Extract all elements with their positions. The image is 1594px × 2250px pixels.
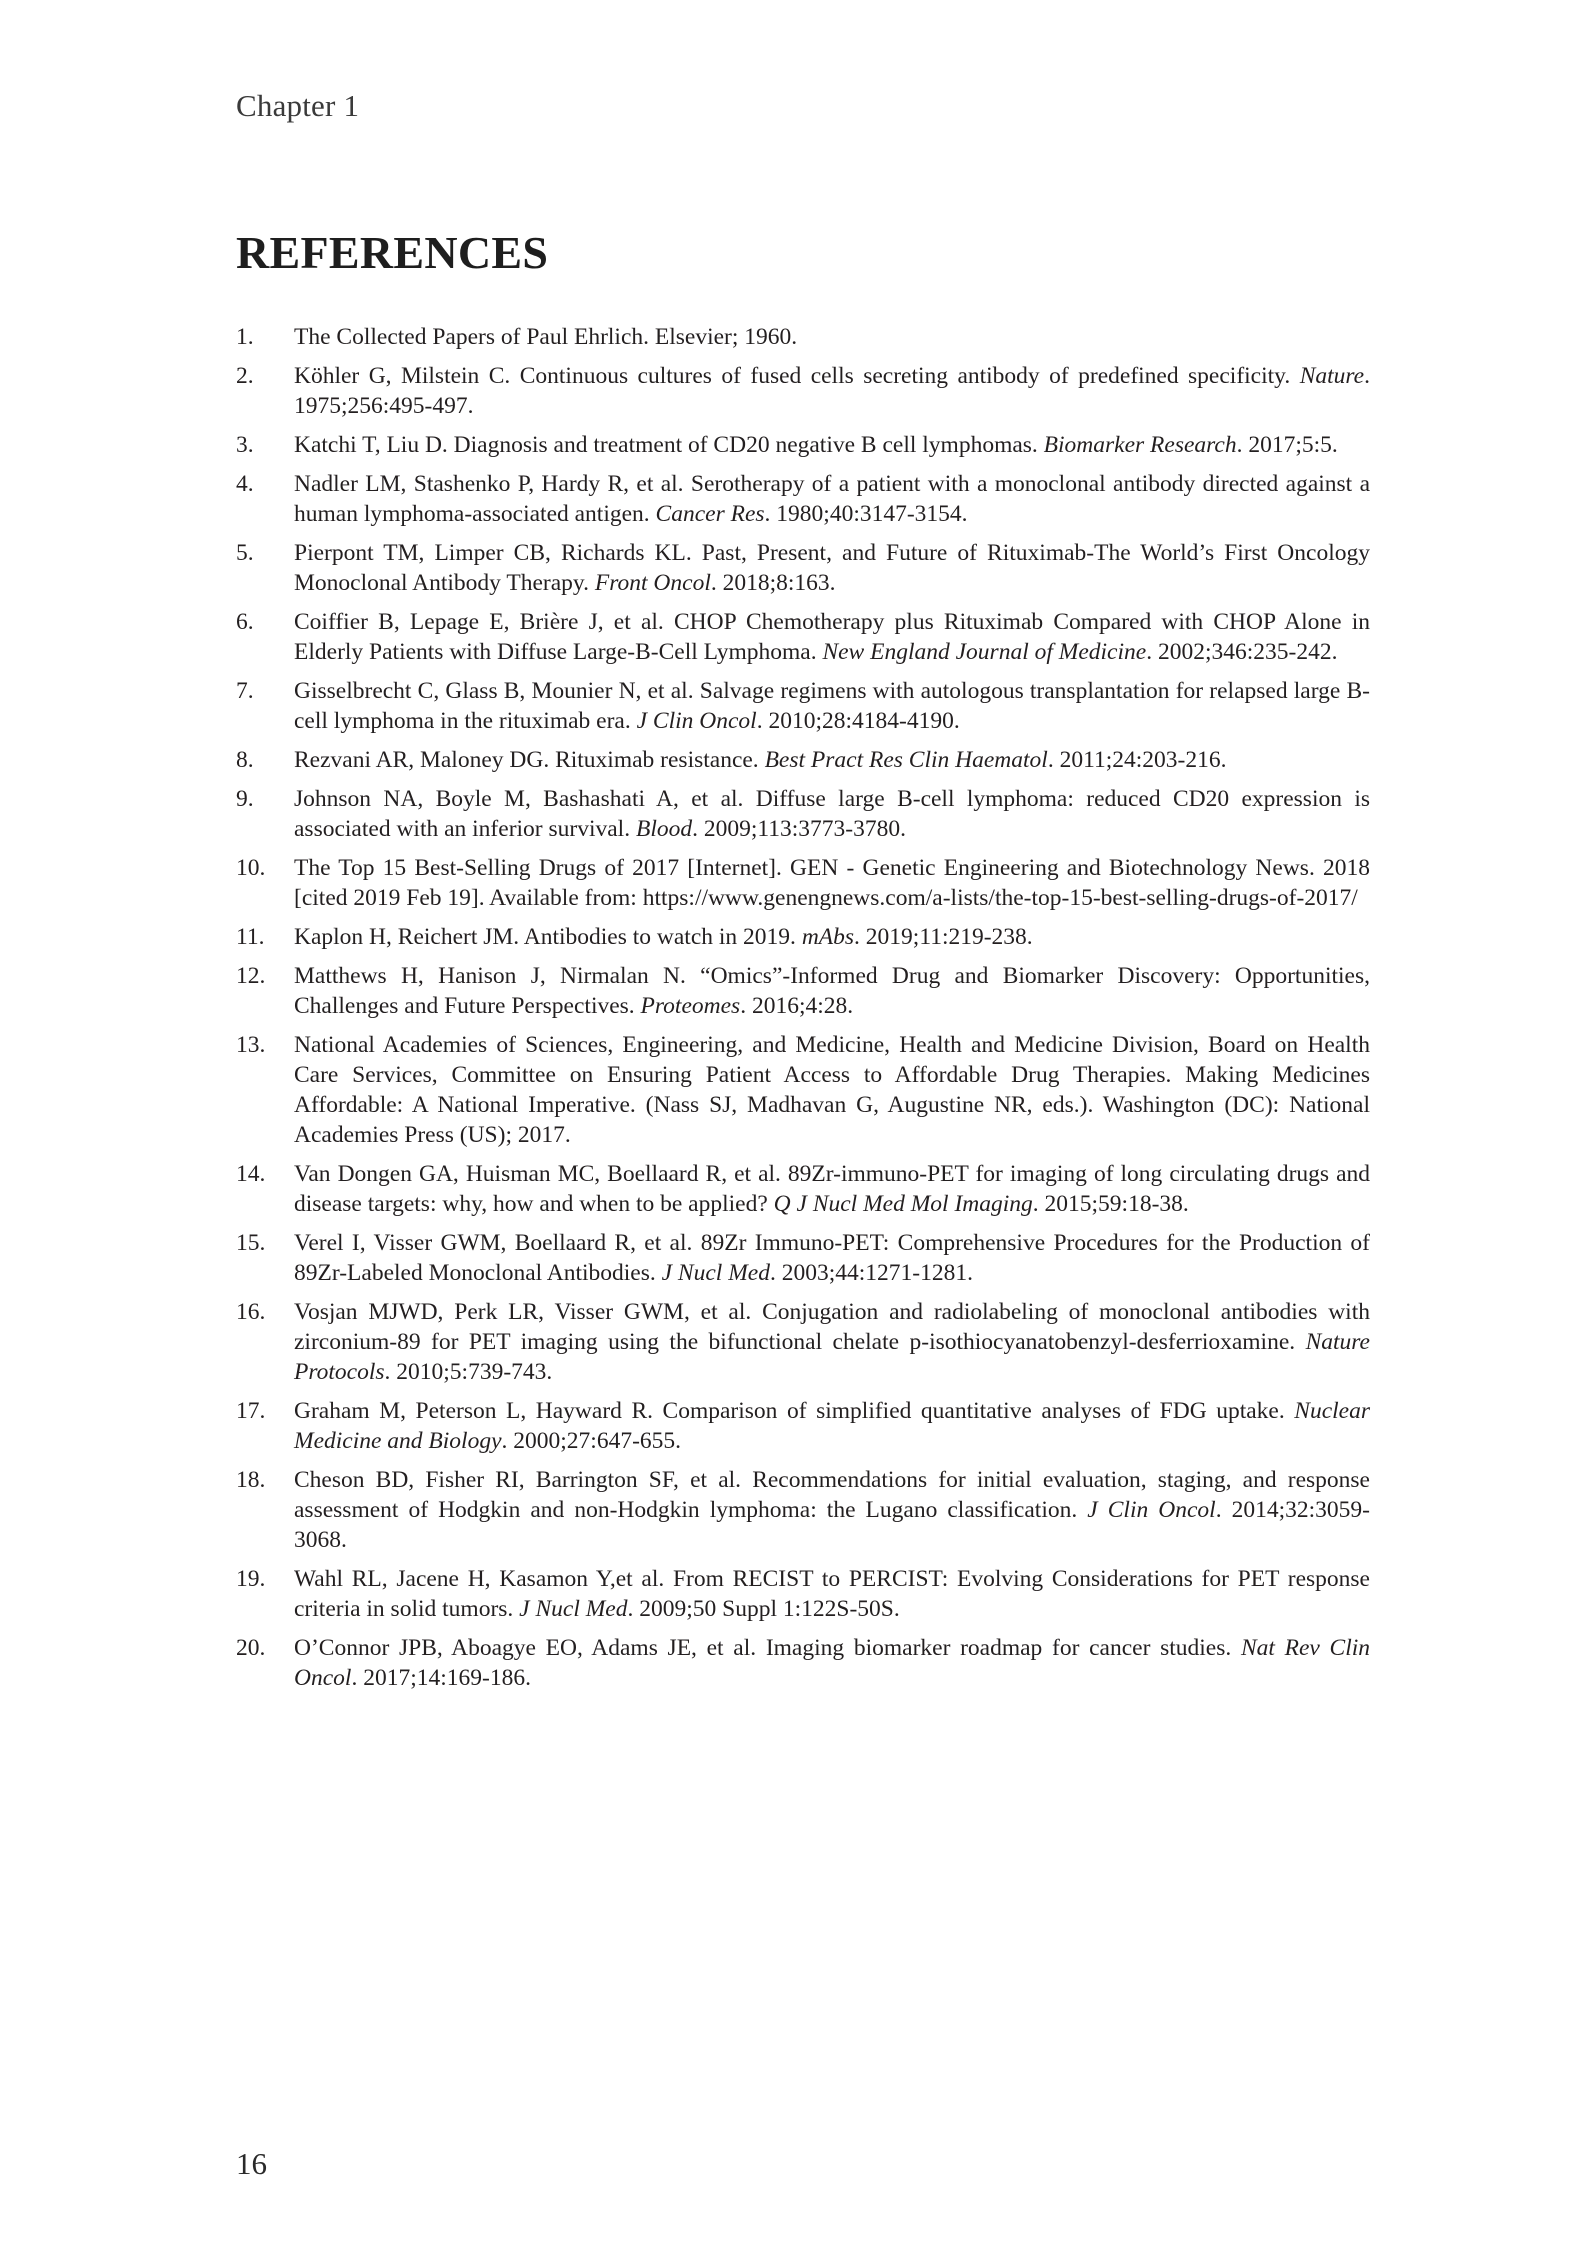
reference-source-italic: Best Pract Res Clin Haematol	[764, 747, 1048, 773]
reference-text-segment: . 2018;8:163.	[710, 570, 836, 596]
reference-list	[236, 322, 1370, 1702]
section-title: REFERENCES	[236, 227, 549, 278]
reference-source-italic: J Nucl Med	[661, 1260, 770, 1286]
reference-text	[294, 1564, 1370, 1624]
reference-item	[236, 784, 1370, 844]
reference-source-italic: New England Journal of Medicine	[822, 639, 1147, 665]
reference-item	[236, 322, 1370, 352]
reference-number: 13.	[236, 1032, 266, 1058]
reference-text-segment: O’Connor JPB, Aboagye EO, Adams JE, et al. Imaging biomarker roadmap for cancer studies.	[294, 1635, 1241, 1661]
reference-text	[294, 322, 1370, 352]
reference-text	[294, 961, 1370, 1021]
reference-number: 16.	[236, 1299, 266, 1325]
reference-text-segment: . 2002;346:235-242.	[1146, 639, 1338, 665]
reference-text-segment: Pierpont TM, Limper CB, Richards KL. Past, Present, and Future of Rituximab-The World’s First Oncology Monoclonal Antibody Therapy.	[294, 540, 1370, 596]
reference-source-italic: Proteomes	[640, 993, 741, 1019]
reference-source-italic: Biomarker Research	[1043, 432, 1237, 458]
reference-text-segment: Rezvani AR, Maloney DG. Rituximab resistance.	[294, 747, 765, 773]
reference-source-italic: Blood	[635, 816, 693, 842]
reference-number: 4.	[236, 471, 254, 497]
reference-text-segment: . 2016;4:28.	[740, 993, 854, 1019]
reference-item	[236, 853, 1370, 913]
reference-text-segment: Wahl RL, Jacene H, Kasamon Y,et al. From RECIST to PERCIST: Evolving Considerations for PET response criteria in solid tumors.	[294, 1566, 1370, 1622]
reference-item	[236, 922, 1370, 952]
reference-text	[294, 538, 1370, 598]
reference-number: 15.	[236, 1230, 266, 1256]
reference-text	[294, 676, 1370, 736]
reference-item	[236, 1564, 1370, 1624]
reference-text-segment: . 2003;44:1271-1281.	[769, 1260, 973, 1286]
reference-text	[294, 1030, 1370, 1150]
reference-item	[236, 1396, 1370, 1456]
reference-text	[294, 1297, 1370, 1387]
reference-text	[294, 1633, 1370, 1693]
reference-text	[294, 1228, 1370, 1288]
reference-text-segment: Cheson BD, Fisher RI, Barrington SF, et al. Recommendations for initial evaluation, staging, and response assessment of Hodgkin and non-Hodgkin lymphoma: the Lugano classification.	[294, 1467, 1370, 1523]
reference-text-segment: . 2011;24:203-216.	[1047, 747, 1227, 773]
reference-source-italic: Front Oncol	[594, 570, 711, 596]
reference-number: 8.	[236, 747, 254, 773]
reference-number: 12.	[236, 963, 266, 989]
reference-number: 18.	[236, 1467, 266, 1493]
reference-number: 2.	[236, 363, 254, 389]
reference-source-italic: Cancer Res	[655, 501, 765, 527]
reference-item	[236, 676, 1370, 736]
reference-text	[294, 745, 1370, 775]
reference-text	[294, 1159, 1370, 1219]
reference-source-italic: Q J Nucl Med Mol Imaging	[773, 1191, 1033, 1217]
reference-source-italic: J Clin Oncol	[636, 708, 757, 734]
reference-text	[294, 469, 1370, 529]
reference-source-italic: mAbs	[801, 924, 855, 950]
reference-text-segment: Johnson NA, Boyle M, Bashashati A, et al. Diffuse large B-cell lymphoma: reduced CD20 expression is associated with an inferior survival.	[294, 786, 1370, 842]
reference-number: 7.	[236, 678, 254, 704]
reference-text-segment: Gisselbrecht C, Glass B, Mounier N, et al. Salvage regimens with autologous transplantation for relapsed large B-cell lymphoma in the rituximab era.	[294, 678, 1370, 734]
reference-text-segment: . 2015;59:18-38.	[1032, 1191, 1189, 1217]
reference-item	[236, 1297, 1370, 1387]
reference-text-segment: Verel I, Visser GWM, Boellaard R, et al. 89Zr Immuno-PET: Comprehensive Procedures for the Production of 89Zr-Labeled Monoclonal Antibodies.	[294, 1230, 1370, 1286]
reference-text-segment: . 2010;28:4184-4190.	[756, 708, 960, 734]
reference-number: 3.	[236, 432, 254, 458]
reference-number: 20.	[236, 1635, 266, 1661]
reference-source-italic: Nature Protocols	[294, 1329, 1370, 1385]
reference-text-segment: Matthews H, Hanison J, Nirmalan N. “Omics”-Informed Drug and Biomarker Discovery: Opportunities, Challenges and Future Perspectives.	[294, 963, 1370, 1019]
reference-item	[236, 1030, 1370, 1150]
reference-text	[294, 430, 1370, 460]
reference-text-segment: Graham M, Peterson L, Hayward R. Comparison of simplified quantitative analyses of FDG uptake.	[294, 1398, 1295, 1424]
reference-number: 11.	[236, 924, 265, 950]
reference-text	[294, 607, 1370, 667]
reference-source-italic: J Clin Oncol	[1087, 1497, 1216, 1523]
reference-number: 6.	[236, 609, 254, 635]
reference-text-segment: National Academies of Sciences, Engineering, and Medicine, Health and Medicine Division, Board on Health Care Services, Committee on Ensuring Patient Access to Affordable Drug Therapies. Making Medicines Affordable: A National Imperative. (Nass SJ, Madhavan G, Augustine NR, eds.). Washington (DC): National Academies Press (US); 2017.	[294, 1032, 1370, 1148]
reference-source-italic: Nat Rev Clin Oncol	[294, 1635, 1370, 1691]
reference-number: 19.	[236, 1566, 266, 1592]
reference-item	[236, 430, 1370, 460]
reference-item	[236, 1159, 1370, 1219]
reference-text-segment: . 2017;14:169-186.	[351, 1665, 531, 1691]
reference-item	[236, 1228, 1370, 1288]
reference-text	[294, 1396, 1370, 1456]
reference-text-segment: . 1975;256:495-497.	[294, 363, 1370, 419]
running-head: Chapter 1	[236, 88, 360, 123]
reference-text	[294, 361, 1370, 421]
reference-number: 9.	[236, 786, 254, 812]
reference-text-segment: . 2000;27:647-655.	[501, 1428, 682, 1454]
reference-text	[294, 922, 1370, 952]
reference-text-segment: . 2009;50 Suppl 1:122S-50S.	[627, 1596, 900, 1622]
reference-text-segment: Nadler LM, Stashenko P, Hardy R, et al. Serotherapy of a patient with a monoclonal antibody directed against a human lymphoma-associated antigen.	[294, 471, 1370, 527]
reference-item	[236, 469, 1370, 529]
reference-source-italic: J Nucl Med	[519, 1596, 628, 1622]
reference-text-segment: Kaplon H, Reichert JM. Antibodies to watch in 2019.	[294, 924, 802, 950]
reference-number: 14.	[236, 1161, 266, 1187]
reference-text-segment: . 2014;32:3059-3068.	[294, 1497, 1370, 1553]
reference-text-segment: Vosjan MJWD, Perk LR, Visser GWM, et al. Conjugation and radiolabeling of monoclonal antibodies with zirconium-89 for PET imaging using the bifunctional chelate p-isothiocyanatobenzyl-desferrioxamine.	[294, 1299, 1370, 1355]
reference-text-segment: The Top 15 Best-Selling Drugs of 2017 [Internet]. GEN - Genetic Engineering and Biotechnology News. 2018 [cited 2019 Feb 19]. Available from: https://www.genengnews.com/a-lists/the-top-15-best-selling-drugs-of-2017/	[294, 855, 1370, 911]
reference-item	[236, 745, 1370, 775]
reference-source-italic: Nuclear Medicine and Biology	[294, 1398, 1370, 1454]
reference-text-segment: Köhler G, Milstein C. Continuous cultures of fused cells secreting antibody of predefined specificity.	[294, 363, 1300, 389]
reference-text-segment: . 2019;11:219-238.	[854, 924, 1033, 950]
reference-text-segment: Katchi T, Liu D. Diagnosis and treatment of CD20 negative B cell lymphomas.	[294, 432, 1044, 458]
reference-text-segment: . 2009;113:3773-3780.	[692, 816, 906, 842]
reference-item	[236, 961, 1370, 1021]
reference-text-segment: The Collected Papers of Paul Ehrlich. Elsevier; 1960.	[294, 324, 798, 350]
reference-item	[236, 1465, 1370, 1555]
reference-item	[236, 538, 1370, 598]
reference-text-segment: . 2010;5:739-743.	[384, 1359, 553, 1385]
reference-number: 10.	[236, 855, 266, 881]
reference-text-segment: Van Dongen GA, Huisman MC, Boellaard R, et al. 89Zr-immuno-PET for imaging of long circulating drugs and disease targets: why, how and when to be applied?	[294, 1161, 1370, 1217]
reference-item	[236, 361, 1370, 421]
reference-item	[236, 607, 1370, 667]
reference-text	[294, 1465, 1370, 1555]
reference-number: 1.	[236, 324, 254, 350]
reference-number: 17.	[236, 1398, 266, 1424]
reference-text	[294, 853, 1370, 913]
reference-source-italic: Nature	[1299, 363, 1365, 389]
reference-text-segment: . 1980;40:3147-3154.	[764, 501, 968, 527]
reference-text-segment: Coiffier B, Lepage E, Brière J, et al. CHOP Chemotherapy plus Rituximab Compared with CHOP Alone in Elderly Patients with Diffuse Large-B-Cell Lymphoma.	[294, 609, 1370, 665]
reference-text	[294, 784, 1370, 844]
page-number: 16	[236, 2146, 267, 2181]
reference-number: 5.	[236, 540, 254, 566]
reference-text-segment: . 2017;5:5.	[1236, 432, 1338, 458]
reference-item	[236, 1633, 1370, 1693]
